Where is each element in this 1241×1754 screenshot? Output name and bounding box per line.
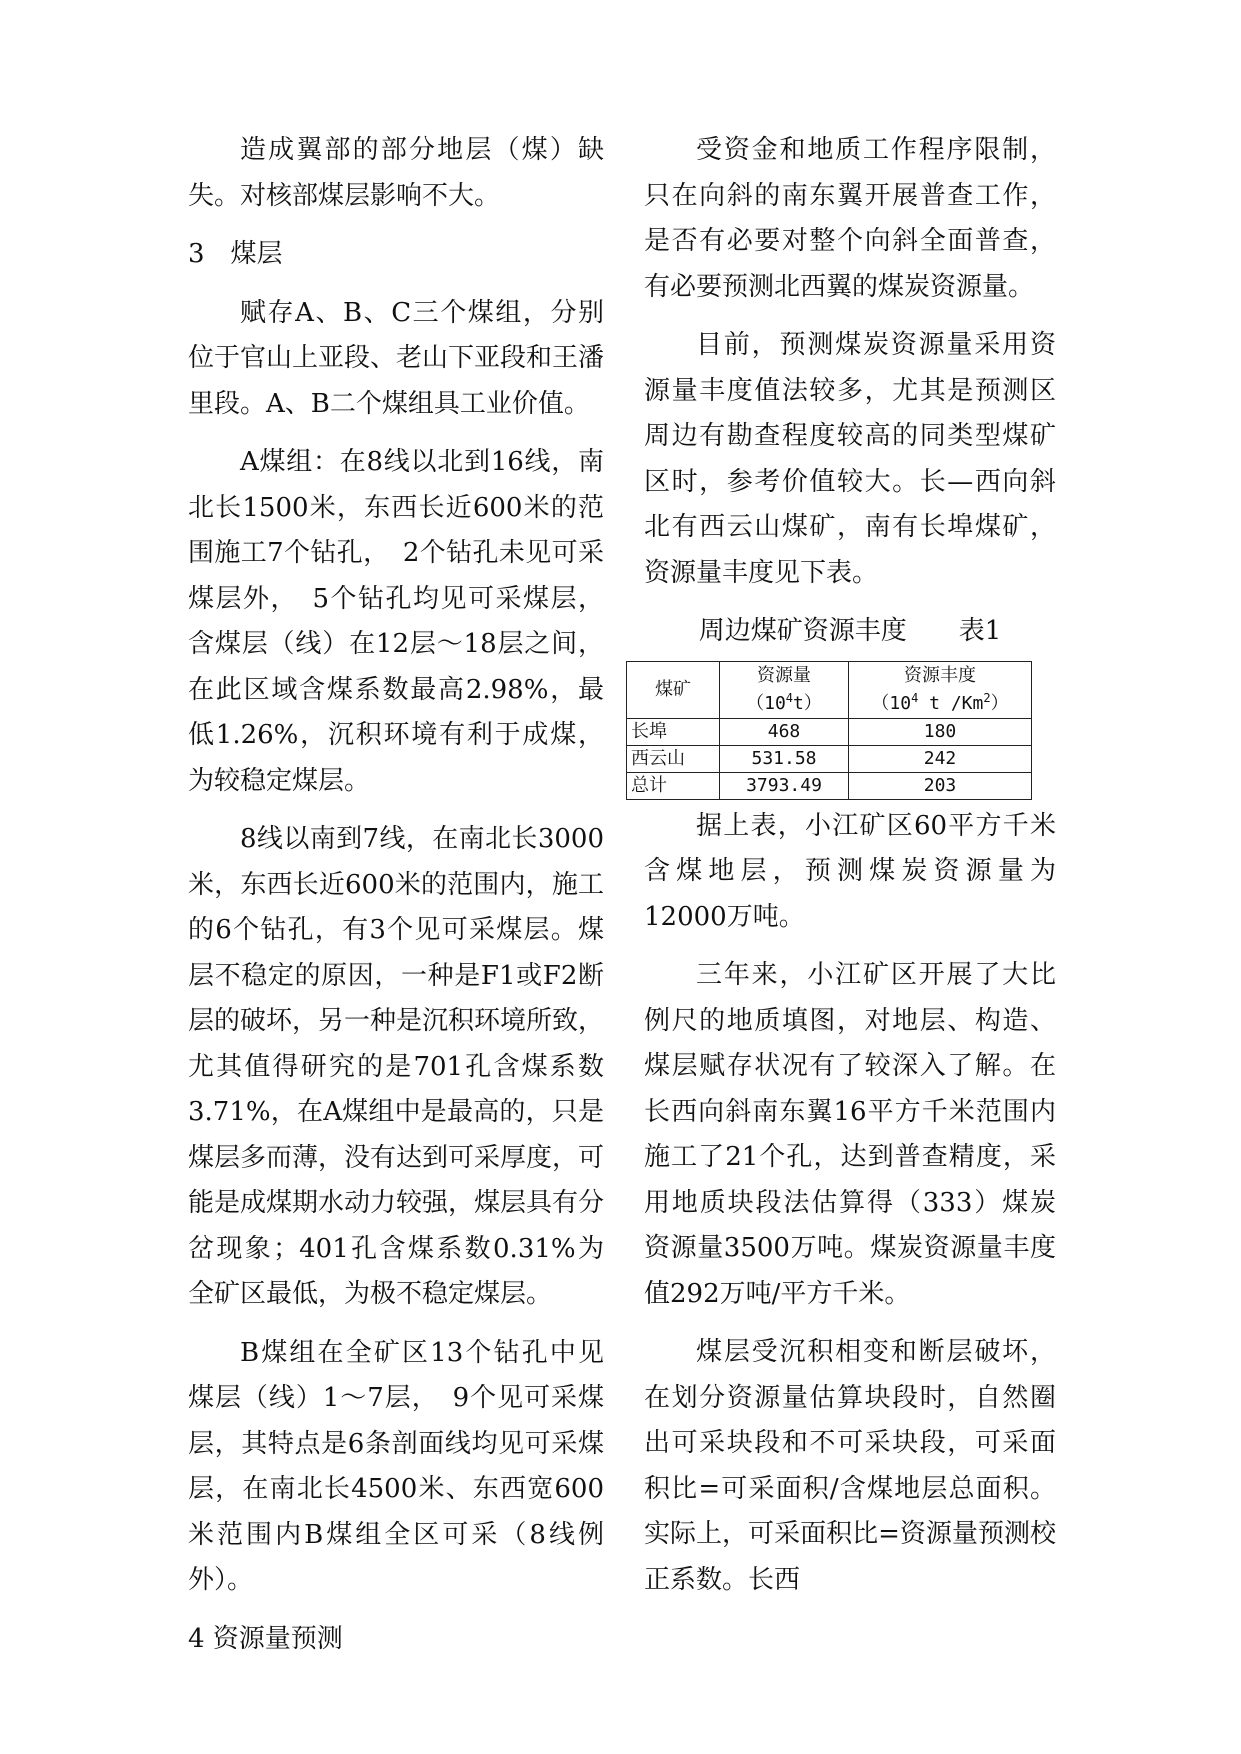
paragraph-coal-groups: 赋存A、B、C三个煤组，分别位于官山上亚段、老山下亚段和王潘里段。A、B二个煤组具工业价值。 (188, 297, 605, 419)
cell-mine-name: 长埠 (627, 718, 720, 745)
cell-resource: 531.58 (720, 745, 849, 772)
cell-abundance: 242 (849, 745, 1032, 772)
header-abundance: 资源丰度 （$10^4$ t /Km$^2$） (849, 661, 1032, 718)
paragraph-abundance-method: 目前，预测煤炭资源量采用资源量丰度值法较多，尤其是预测区周边有勘查程度较高的同类型煤矿区时，参考价值较大。长—西向斜北有西云山煤矿，南有长埠煤矿，资源量丰度见下表。 (644, 330, 1056, 588)
paragraph-prediction-result: 据上表，小江矿区60平方千米含煤地层，预测煤炭资源量为12000万吨。 (644, 810, 1056, 932)
table-row (627, 718, 1032, 745)
section-heading-coal-seams: 3 煤层 (188, 239, 283, 269)
paragraph-group-a: A煤组：在8线以北到16线，南北长1500米，东西长近600米的范围施工7个钻孔， 2个钻孔未见可采煤层外， 5个钻孔均见可采煤层，含煤层（线）在12层～18层之间，在此区域含煤系数最高2.98%，最低1.26%，沉积环境有利于成煤，为较稳定煤层。 (188, 447, 604, 796)
paragraph-group-b: B煤组在全矿区13个钻孔中见煤层（线）1～7层， 9个见可采煤层，其特点是6条剖面线均见可采煤层，在南北长4500米、东西宽600米范围内B煤组全区可采（8线例外）。 (188, 1337, 604, 1595)
right-column (631, 128, 1056, 1616)
cell-abundance: 203 (849, 772, 1032, 799)
table-caption: 周边煤矿资源丰度 表1 (698, 616, 1002, 646)
left-column (188, 128, 604, 1675)
cell-abundance: 180 (849, 718, 1032, 745)
paragraph-three-years-work: 三年来，小江矿区开展了大比例尺的地质填图，对地层、构造、煤层赋存状况有了较深入了解。在长西向斜南东翼16平方千米范围内施工了21个孔，达到普查精度，采用地质块段法估算得（333）煤炭资源量3500万吨。煤炭资源量丰度值292万吨/平方千米。 (644, 960, 1056, 1309)
paragraph-wing-strata: 造成翼部的部分地层（煤）缺失。对核部煤层影响不大。 (188, 135, 604, 211)
paragraph-south-of-line-8: 8线以南到7线，在南北长3000米，东西长近600米的范围内，施工的6个钻孔，有3个见可采煤层。煤层不稳定的原因，一种是F1或F2断层的破坏，另一种是沉积环境所致，尤其值得研究的是701孔含煤系数3.71%，在A煤组中是最高的，只是煤层多而薄，没有达到可采厚度，可能是成煤期水动力较强，煤层具有分岔现象；401孔含煤系数0.31%为全矿区最低，为极不稳定煤层。 (188, 824, 605, 1309)
cell-mine-name: 总计 (627, 772, 720, 799)
section-heading-resource-prediction: 4 资源量预测 (188, 1623, 343, 1654)
resource-abundance-table (626, 661, 1032, 800)
cell-resource: 3793.49 (720, 772, 849, 799)
header-resource: 资源量 $(10^4t)$ (720, 661, 849, 718)
header-mine: 煤矿 (627, 661, 720, 718)
cell-resource: 468 (720, 718, 849, 745)
table-row (627, 772, 1032, 799)
paragraph-funding-limits: 受资金和地质工作程序限制，只在向斜的南东翼开展普查工作，是否有必要对整个向斜全面普查，有必要预测北西翼的煤炭资源量。 (644, 135, 1056, 302)
paragraph-correction-coefficient: 煤层受沉积相变和断层破坏，在划分资源量估算块段时，自然圈出可采块段和不可采块段，可采面积比=可采面积/含煤地层总面积。实际上，可采面积比=资源量预测校正系数。长西 (644, 1337, 1056, 1595)
table-header-row (627, 661, 1032, 718)
table-row (627, 745, 1032, 772)
cell-mine-name: 西云山 (627, 745, 720, 772)
